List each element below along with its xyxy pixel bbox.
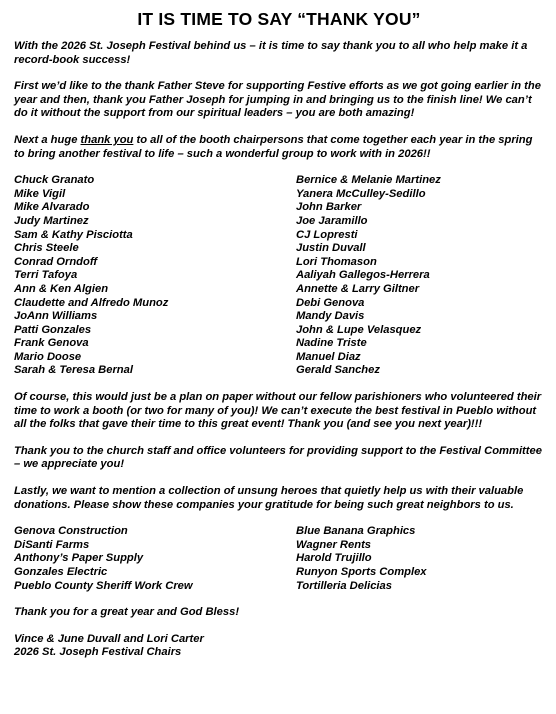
chairperson-name: John Barker: [296, 201, 362, 214]
sponsor-name: Anthony’s Paper Supply: [14, 552, 144, 565]
chairperson-name: Gerald Sanchez: [296, 364, 380, 377]
chairperson-name: Yanera McCulley-Sedillo: [296, 187, 426, 200]
booth-thanks-after: to all of the booth chairpersons that come together each year in the spring to bring another festival to life – such a wonderful group to work with in 2026!!: [14, 133, 533, 160]
chairperson-name: JoAnn Williams: [14, 310, 98, 323]
chairperson-name: Chris Steele: [14, 242, 79, 255]
sponsors-right-column: [296, 525, 544, 593]
sponsor-name: Runyon Sports Complex: [296, 566, 427, 578]
sponsor-name: Tortilleria Delicias: [296, 579, 392, 592]
chairperson-name: Sarah & Teresa Bernal: [14, 364, 133, 377]
sponsors-list: [14, 525, 544, 593]
intro-paragraph: With the 2026 St. Joseph Festival behind us – it is time to say thank you to all who help make it a record-book success!: [14, 40, 528, 66]
sponsor-name: Wagner Rents: [296, 538, 372, 551]
sponsors-intro-paragraph: Lastly, we want to mention a collection of unsung heroes that quietly help us with their valuable donations. Please show these companies your gratitude for being such great neighbors to us.: [14, 485, 524, 511]
staff-paragraph: Thank you to the church staff and office volunteers for providing support to the Festival Committee – we appreciate you!: [14, 444, 542, 471]
signature-block: [14, 633, 544, 660]
chairperson-name: Bernice & Melanie Martinez: [296, 174, 441, 187]
chairperson-name: Lori Thomason: [296, 255, 377, 268]
chairpersons-right-column: [296, 174, 544, 378]
chairperson-name: Mandy Davis: [296, 310, 365, 323]
signature-names: Vince & June Duvall and Lori Carter: [14, 632, 204, 645]
sponsor-name: Gonzales Electric: [14, 566, 108, 578]
chairperson-name: Manuel Diaz: [296, 350, 361, 363]
chairpersons-list: [14, 174, 544, 378]
chairperson-name: Claudette and Alfredo Munoz: [14, 296, 169, 309]
chairperson-name: Judy Martinez: [14, 214, 89, 227]
chairperson-name: Frank Genova: [14, 337, 89, 350]
chairperson-name: Terri Tafoya: [14, 269, 78, 282]
chairpersons-left-column: [14, 174, 296, 378]
chairperson-name: John & Lupe Velasquez: [296, 323, 422, 336]
volunteers-paragraph: Of course, this would just be a plan on paper without our fellow parishioners who volunteered their time to work a booth (or two for many of you)! We can’t execute the best festival in Pueblo without all the folks that gave their time to this great event! Thank you (and see you next year)!!!: [14, 391, 542, 431]
chairperson-name: Patti Gonzales: [14, 323, 92, 336]
chairperson-name: Mario Doose: [14, 350, 82, 363]
chairperson-name: Conrad Orndoff: [14, 255, 98, 268]
chairperson-name: Mike Alvarado: [14, 201, 90, 214]
chairperson-name: Mike Vigil: [14, 187, 66, 200]
chairperson-name: Justin Duvall: [296, 242, 366, 255]
signature-role: 2026 St. Joseph Festival Chairs: [14, 646, 182, 659]
sponsor-name: Blue Banana Graphics: [296, 525, 416, 538]
chairperson-name: Joe Jaramillo: [296, 214, 368, 227]
sponsor-name: DiSanti Farms: [14, 538, 90, 551]
chairperson-name: Aaliyah Gallegos-Herrera: [296, 269, 430, 282]
chairperson-name: CJ Lopresti: [296, 228, 358, 241]
chairperson-name: Sam & Kathy Pisciotta: [14, 228, 133, 241]
chairperson-name: Chuck Granato: [14, 174, 95, 187]
sponsors-left-column: [14, 525, 296, 593]
sponsor-name: Pueblo County Sheriff Work Crew: [14, 579, 193, 592]
document-page: [14, 8, 544, 660]
priests-paragraph: First we’d like to the thank Father Steve for supporting Festive efforts as we got going earlier in the year and then, thank you Father Joseph for jumping in and bringing us to the finish line! We can’t do it without the support from our spiritual leaders – you are both amazing!: [14, 80, 541, 120]
chairperson-name: Nadine Triste: [296, 337, 367, 350]
booth-thanks-paragraph: [14, 134, 544, 161]
sponsor-name: Genova Construction: [14, 525, 128, 538]
closing-line: Thank you for a great year and God Bless!: [14, 606, 240, 619]
booth-thanks-before: Next a huge: [14, 133, 81, 146]
sponsor-name: Harold Trujillo: [296, 552, 372, 565]
booth-thanks-underlined: thank you: [80, 133, 134, 146]
chairperson-name: Annette & Larry Giltner: [296, 282, 420, 295]
chairperson-name: Ann & Ken Algien: [14, 282, 109, 295]
chairperson-name: Debi Genova: [296, 296, 365, 309]
page-title: IT IS TIME TO SAY “THANK YOU”: [137, 9, 421, 29]
